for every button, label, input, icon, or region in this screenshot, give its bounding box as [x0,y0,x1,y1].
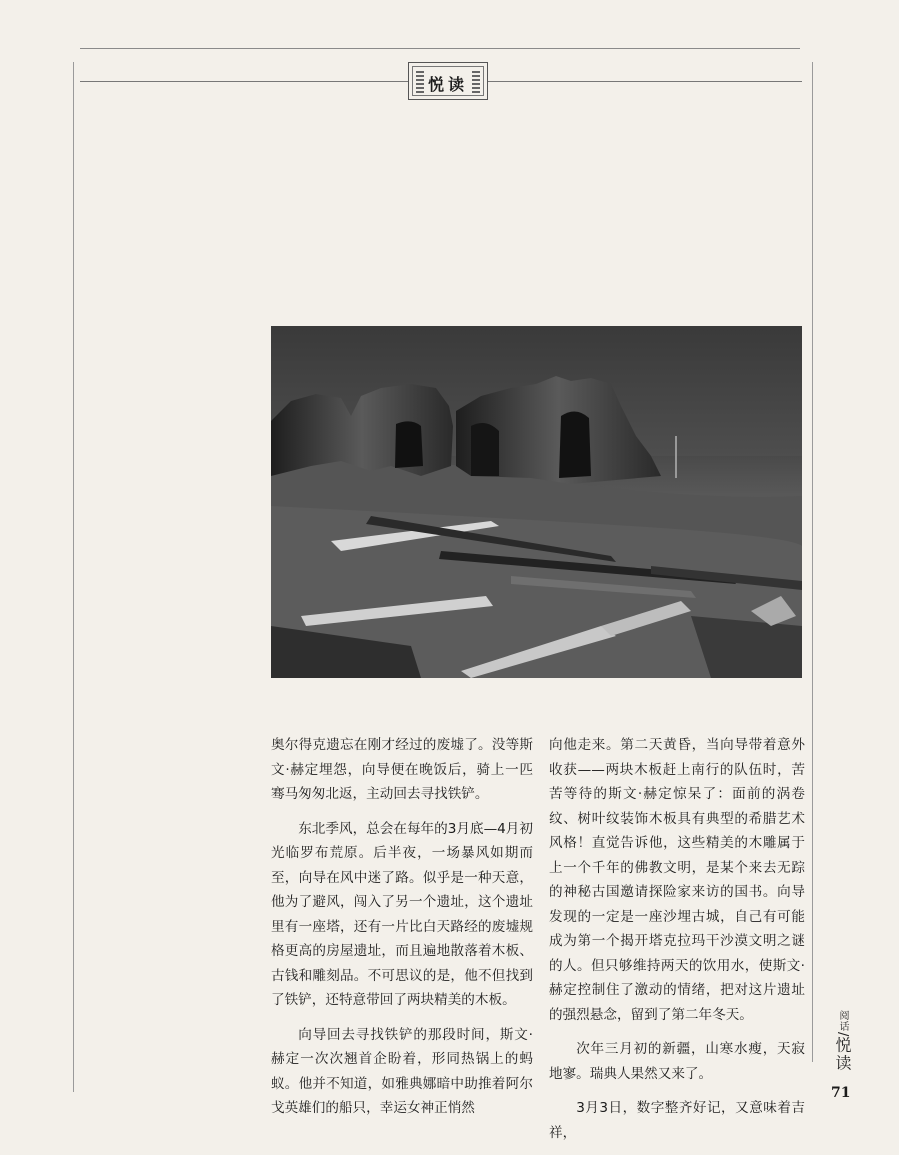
side-label-small: 阅话 [837,1010,848,1032]
paragraph: 3月3日，数字整齐好记，又意味着吉祥， [549,1100,805,1141]
paragraph: 向导回去寻找铁铲的那段时间，斯文·赫定一次次翘首企盼着，形同热锅上的蚂蚁。他并不知道，如雅典娜暗中助推着阿尔戈英雄们的船只，幸运女神正悄然 [271,1026,533,1116]
section-side-label [834,1010,854,1072]
paragraph: 奥尔得克遗忘在刚才经过的废墟了。没等斯文·赫定埋怨，向导便在晚饭后，骑上一匹骞马匆匆北返，主动回去寻找铁铲。 [271,737,533,802]
page-number: 71 [831,1085,851,1101]
side-label-main: 悦读 [833,1036,852,1073]
section-badge [408,62,488,100]
article-column-right [549,733,805,1155]
article-column-left [271,733,533,1131]
left-margin-rule [73,62,74,1092]
paragraph: 东北季风，总会在每年的3月底—4月初光临罗布荒原。后半夜，一场暴风如期而至，向导在风中迷了路。似乎是一种天意，他为了避风，闯入了另一个遗址，这个遗址里有一座塔，还有一片比白天路经的废墟规格更高的房屋遗址，而且遍地散落着木板、古钱和雕刻品。不可思议的是，他不但找到了铁铲，还特意带回了两块精美的木板。 [271,820,533,1008]
paragraph: 次年三月初的新疆，山寒水瘦，天寂地寥。瑞典人果然又来了。 [549,1041,805,1082]
section-badge-label: 悦读 [427,75,468,94]
top-rule [80,48,800,49]
ruins-photo [271,326,802,678]
paragraph: 向他走来。第二天黄昏，当向导带着意外收获——两块木板赶上南行的队伍时，苦苦等待的斯文·赫定惊呆了：面前的涡卷纹、树叶纹装饰木板具有典型的希腊艺术风格！直觉告诉他，这些精美的木雕属于上一个千年的佛教文明，是某个来去无踪的神秘古国邀请探险家来访的国书。向导发现的一定是一座沙埋古城，自己有可能成为第一个揭开塔克拉玛干沙漠文明之谜的人。但只够维持两天的饮用水，使斯文·赫定控制住了激动的情绪，把对这片遗址的强烈悬念，留到了第二年冬天。 [549,737,805,1023]
right-margin-rule [812,62,813,1062]
side-label-slash: / [835,1032,850,1037]
